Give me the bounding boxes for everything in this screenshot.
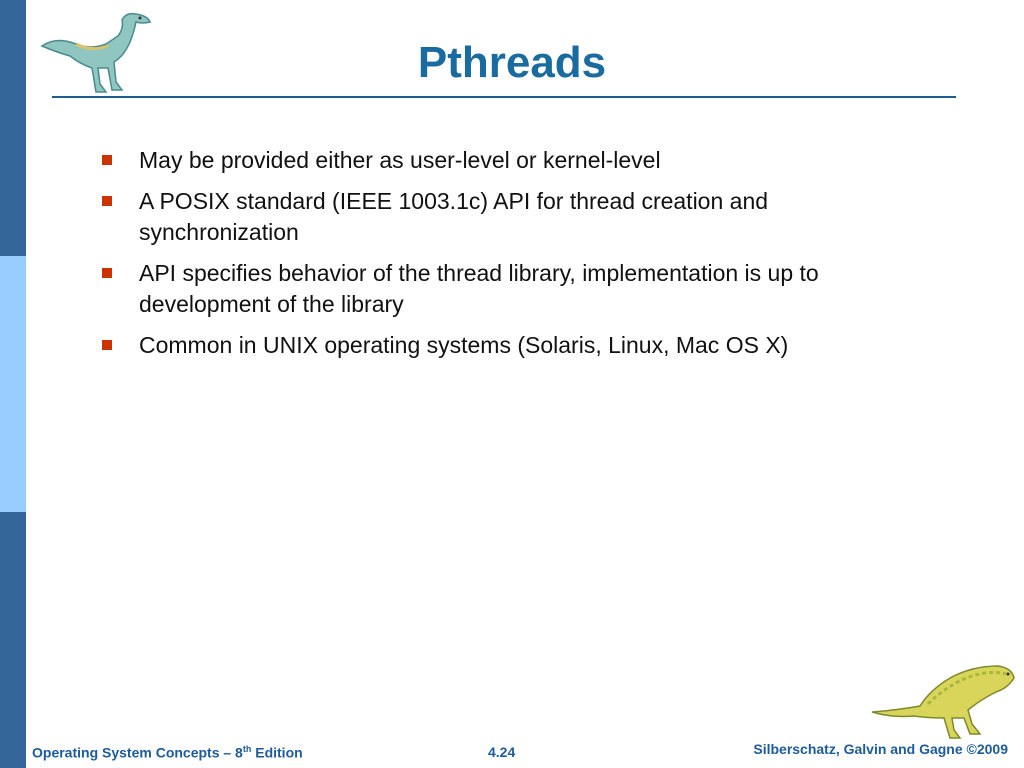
list-item — [102, 258, 822, 320]
dinosaur-icon — [868, 660, 1018, 742]
square-bullet-icon — [102, 268, 112, 278]
footer-book-suffix: Edition — [251, 744, 303, 761]
left-color-bar — [0, 0, 26, 768]
footer-authors: Silberschatz, Galvin and Gagne ©2009 — [753, 741, 1008, 757]
bullet-text: Common in UNIX operating systems (Solaris, Linux, Mac OS X) — [139, 332, 789, 358]
square-bullet-icon — [102, 155, 112, 165]
left-bar-bottom-segment — [0, 512, 26, 768]
bullet-text: A POSIX standard (IEEE 1003.1c) API for thread creation and synchronization — [139, 188, 769, 245]
footer-book-superscript: th — [242, 744, 252, 754]
list-item — [102, 145, 822, 176]
square-bullet-icon — [102, 340, 112, 350]
title-divider — [52, 96, 956, 98]
footer-page-number: 4.24 — [488, 744, 516, 760]
footer-book-prefix: Operating System Concepts – 8 — [32, 744, 243, 761]
square-bullet-icon — [102, 196, 112, 206]
bullet-text: May be provided either as user-level or kernel-level — [139, 147, 661, 173]
list-item — [102, 330, 822, 361]
left-bar-middle-segment — [0, 256, 26, 512]
list-item — [102, 186, 822, 248]
slide-title: Pthreads — [417, 38, 607, 87]
bullet-text: API specifies behavior of the thread library, implementation is up to development of the library — [139, 260, 819, 317]
footer-book-title — [32, 744, 303, 761]
bullet-list — [102, 145, 822, 371]
